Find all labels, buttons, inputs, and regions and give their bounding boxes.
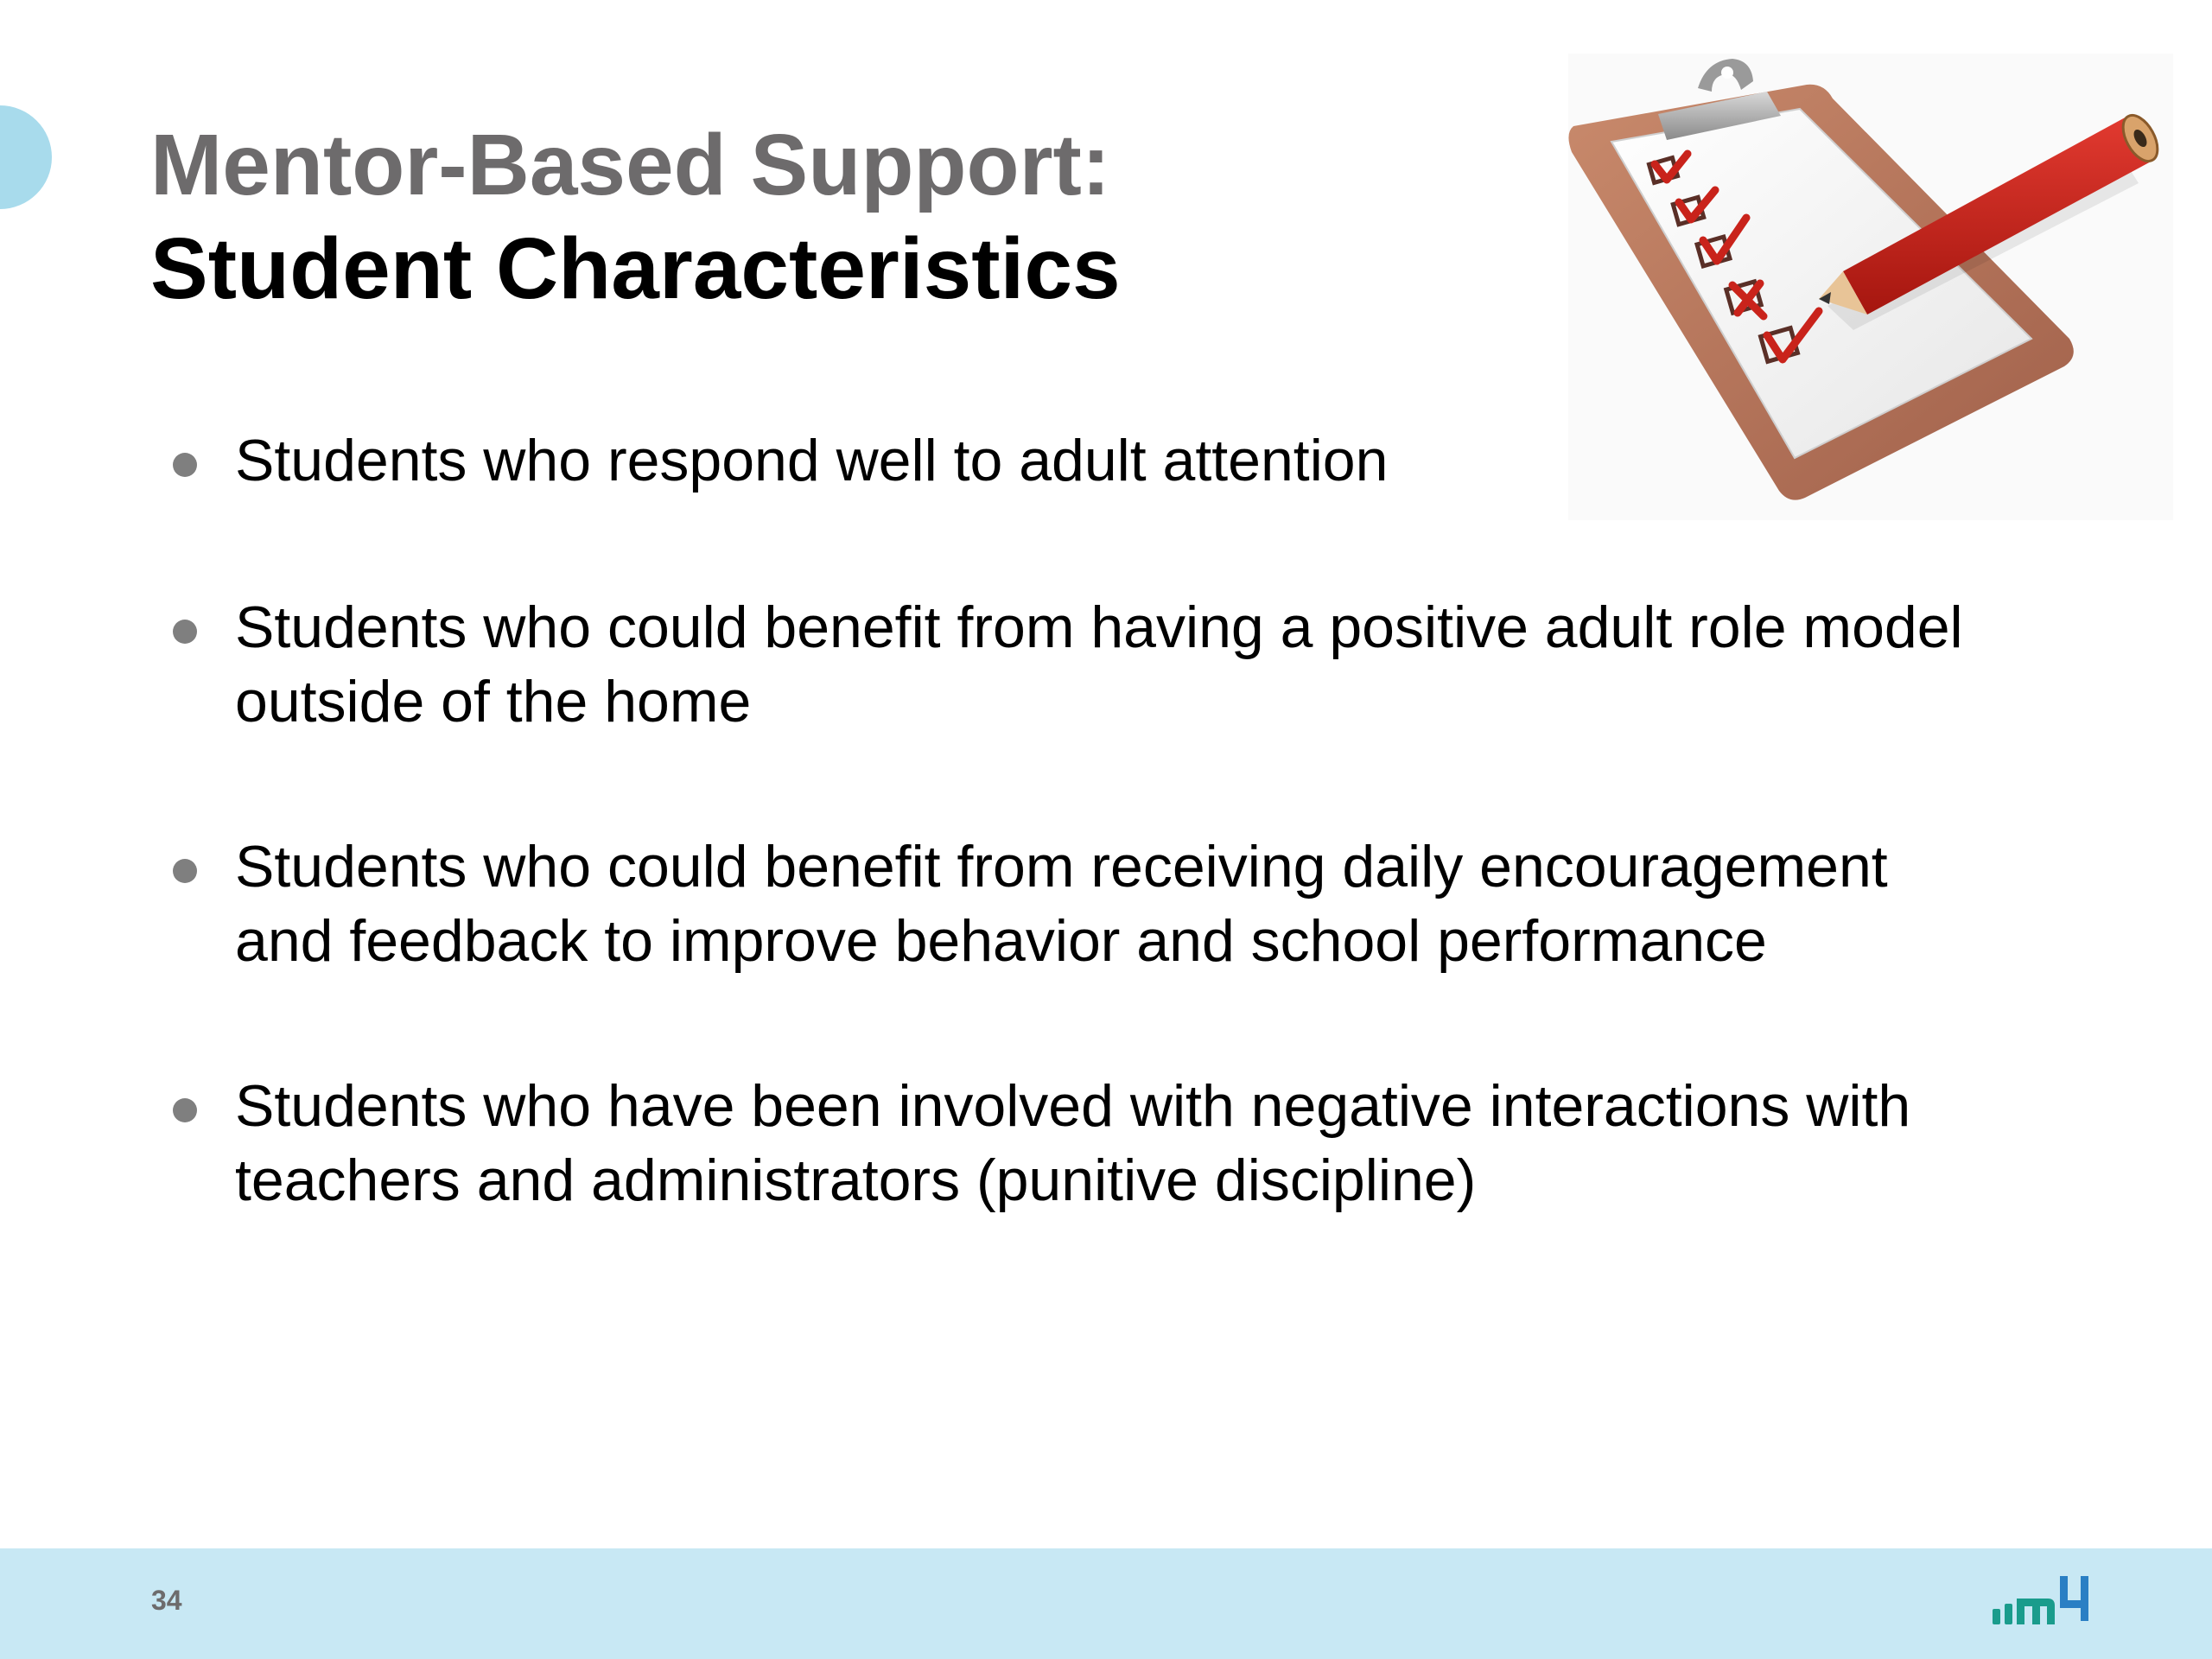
bullet-line: outside of the home bbox=[235, 669, 752, 734]
bullet-line: teachers and administrators (punitive discipline) bbox=[235, 1147, 1477, 1213]
bullet-line: Students who respond well to adult attention bbox=[235, 428, 1389, 493]
page-number: 34 bbox=[151, 1585, 182, 1616]
bullet-text bbox=[235, 423, 2136, 498]
title-line2: Student Characteristics bbox=[150, 220, 1121, 317]
bullet-line: Students who could benefit from having a positive adult role model bbox=[235, 594, 1963, 660]
bullet-text bbox=[235, 830, 2136, 978]
bullet-marker bbox=[173, 859, 197, 883]
bullet-line: Students who could benefit from receiving daily encouragement bbox=[235, 834, 1888, 899]
bullet-text bbox=[235, 590, 2136, 739]
title-line1: Mentor-Based Support: bbox=[150, 117, 1111, 213]
im4-logo-icon bbox=[1987, 1569, 2108, 1638]
bullet-marker bbox=[173, 620, 197, 644]
bullet-marker bbox=[173, 1098, 197, 1122]
bullet-marker bbox=[173, 453, 197, 477]
footer-bar bbox=[0, 1548, 2212, 1659]
bullet-line: Students who have been involved with negative interactions with bbox=[235, 1073, 1911, 1139]
bullet-text bbox=[235, 1069, 2136, 1217]
accent-circle bbox=[0, 105, 52, 209]
bullet-line: and feedback to improve behavior and school performance bbox=[235, 908, 1767, 974]
title-block bbox=[150, 114, 1121, 321]
